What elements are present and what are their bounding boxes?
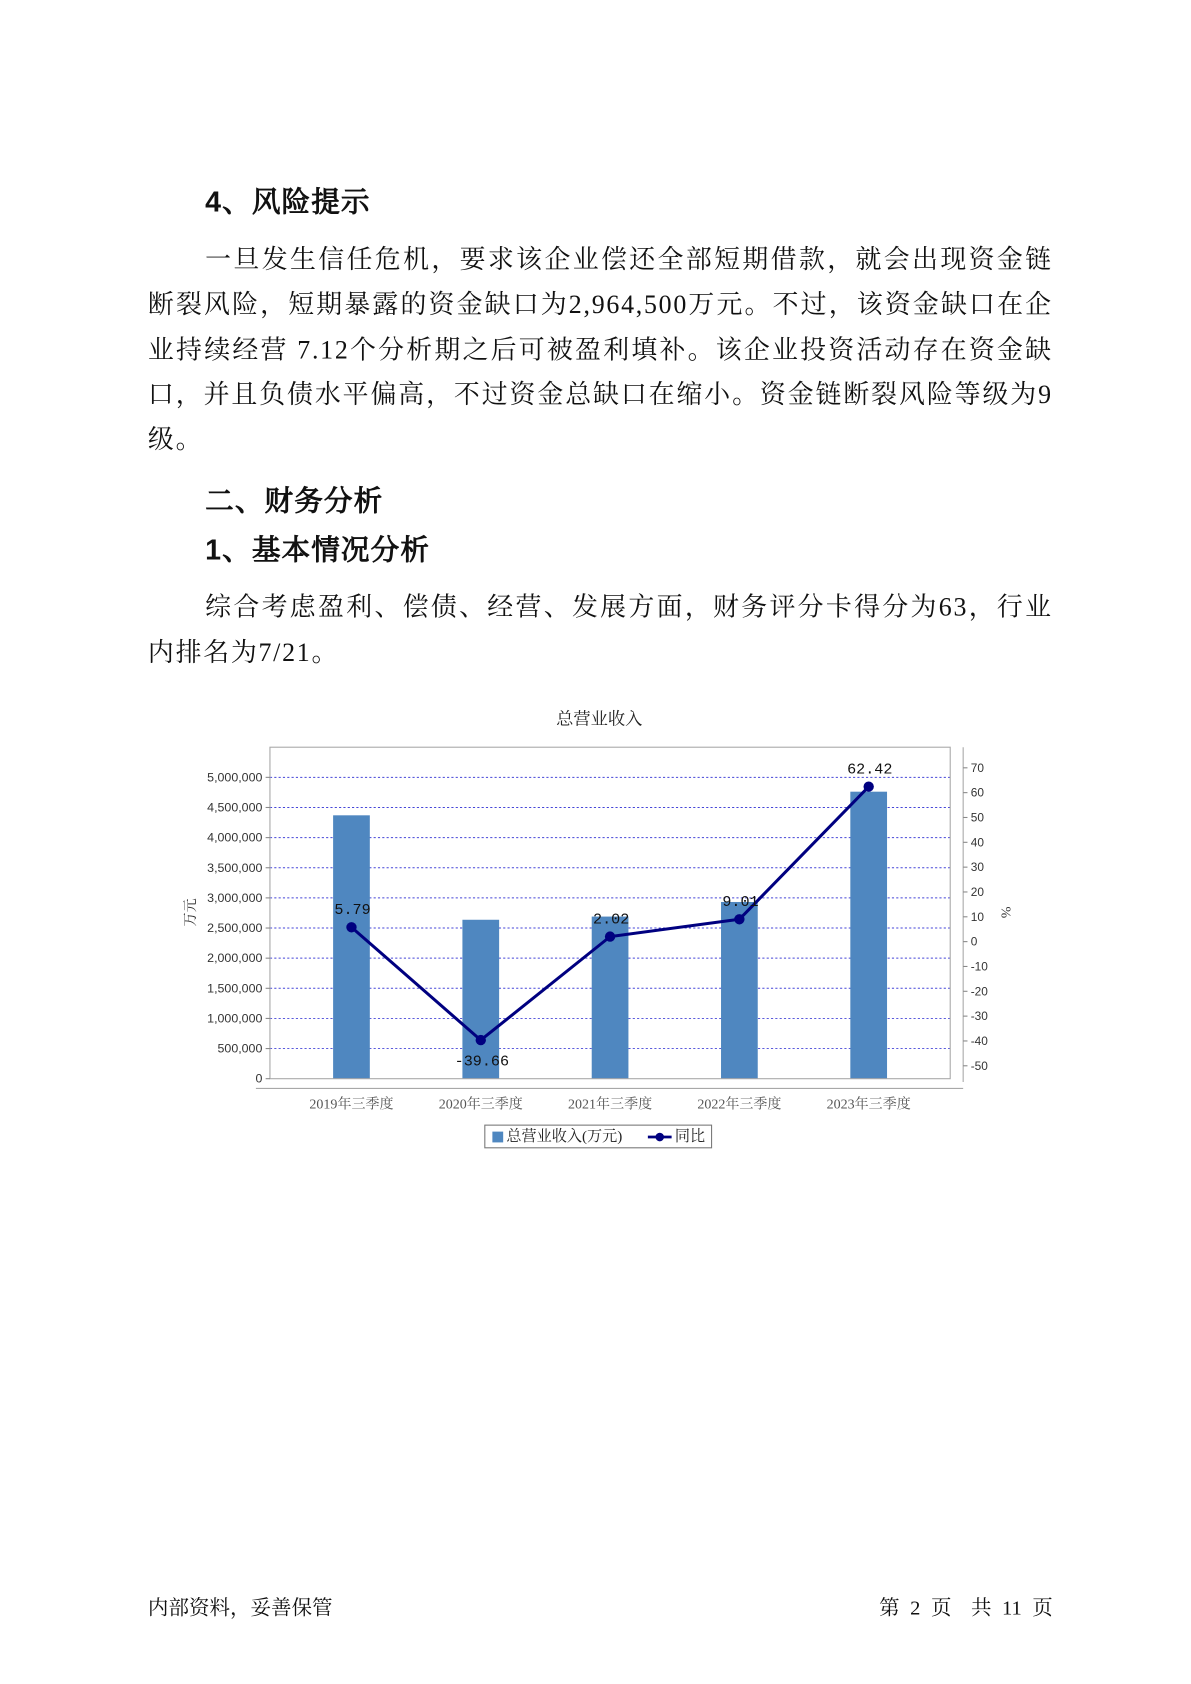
y2-tick-label: 30 (970, 860, 984, 875)
yoy-point (864, 781, 874, 791)
y2-tick-label: 60 (970, 785, 984, 800)
paragraph-line: 业持续经营 7.12个分析期之后可被盈利填补。该企业投资活动存在资金缺 (147, 336, 1053, 365)
yoy-data-label: 9.01 (722, 892, 759, 911)
y2-tick-label: -10 (970, 959, 988, 974)
page-total: 共 11 页 (970, 1596, 1053, 1620)
y-tick-label: 4,000,000 (207, 830, 263, 845)
x-tick-label: 2020年三季度 (438, 1096, 523, 1113)
y2-tick-label: -40 (970, 1033, 988, 1048)
paragraph-line: 综合考虑盈利、偿债、经营、发展方面，财务评分卡得分为63，行业 (205, 593, 1053, 623)
y2-tick-label: 0 (970, 934, 978, 949)
subsection-heading-basic: 1、基本情况分析 (205, 533, 431, 566)
y2-tick-label: 10 (970, 909, 984, 924)
y2-tick-label: -50 (970, 1058, 988, 1073)
legend-label-yoy: 同比 (674, 1129, 706, 1146)
page-number: 第 2 页 (879, 1596, 952, 1620)
yoy-data-label: 2.02 (593, 910, 630, 929)
y2-axis-title: % (997, 906, 1014, 919)
paragraph-line: 级。 (147, 426, 204, 455)
y-tick-label: 3,000,000 (207, 890, 263, 905)
y-tick-label: 0 (255, 1071, 263, 1086)
legend-label-revenue: 总营业收入(万元) (506, 1129, 623, 1146)
chart-title: 总营业收入 (556, 709, 643, 729)
revenue-chart (162, 696, 1037, 1155)
x-tick-label: 2023年三季度 (826, 1096, 911, 1113)
y2-tick-label: -30 (970, 1009, 988, 1024)
yoy-data-label: 62.42 (847, 760, 893, 779)
paragraph-line: 口，并且负债水平偏高，不过资金总缺口在缩小。资金链断裂风险等级为9 (147, 381, 1053, 410)
page-footer-numbering (879, 1596, 1053, 1622)
revenue-bar (850, 792, 887, 1079)
y2-tick-label: 40 (970, 835, 984, 850)
yoy-point (476, 1035, 486, 1045)
y-tick-label: 3,500,000 (207, 860, 263, 875)
y2-tick-label: 50 (970, 810, 984, 825)
y-axis-title: 万元 (183, 898, 200, 927)
x-tick-label: 2019年三季度 (309, 1096, 394, 1113)
y2-tick-label: 70 (970, 760, 984, 775)
revenue-bar (333, 815, 370, 1078)
y-tick-label: 1,000,000 (207, 1011, 263, 1026)
y-tick-label: 500,000 (217, 1041, 263, 1056)
risk-paragraph (148, 239, 1053, 464)
section-heading-risk: 4、风险提示 (205, 185, 371, 219)
y-tick-label: 1,500,000 (207, 981, 263, 996)
x-tick-label: 2022年三季度 (697, 1096, 782, 1113)
y-tick-label: 2,000,000 (207, 951, 263, 966)
x-tick-label: 2021年三季度 (568, 1096, 653, 1113)
section-heading-finance: 二、财务分析 (205, 484, 384, 518)
yoy-point (605, 931, 615, 941)
y-tick-label: 4,500,000 (207, 800, 263, 815)
y-tick-label: 2,500,000 (207, 921, 263, 936)
legend-bar-swatch (492, 1132, 503, 1143)
y2-tick-label: 20 (970, 884, 984, 899)
revenue-bar (721, 902, 758, 1079)
footer-confidential-note: 内部资料，妥善保管 (147, 1596, 333, 1620)
paragraph-line: 一旦发生信任危机，要求该企业偿还全部短期借款，就会出现资金链 (205, 246, 1053, 275)
yoy-point (734, 914, 744, 924)
finance-paragraph (148, 586, 1053, 676)
y2-tick-label: -20 (970, 984, 988, 999)
y-tick-label: 5,000,000 (207, 770, 263, 785)
yoy-point (346, 922, 356, 932)
paragraph-line: 断裂风险，短期暴露的资金缺口为2,964,500万元。不过，该资金缺口在企 (147, 291, 1053, 320)
yoy-data-label: -39.66 (454, 1052, 510, 1071)
paragraph-line: 内排名为7/21。 (147, 639, 340, 668)
legend (485, 1125, 712, 1148)
yoy-data-label: 5.79 (334, 900, 371, 919)
legend-point-swatch (655, 1133, 664, 1142)
